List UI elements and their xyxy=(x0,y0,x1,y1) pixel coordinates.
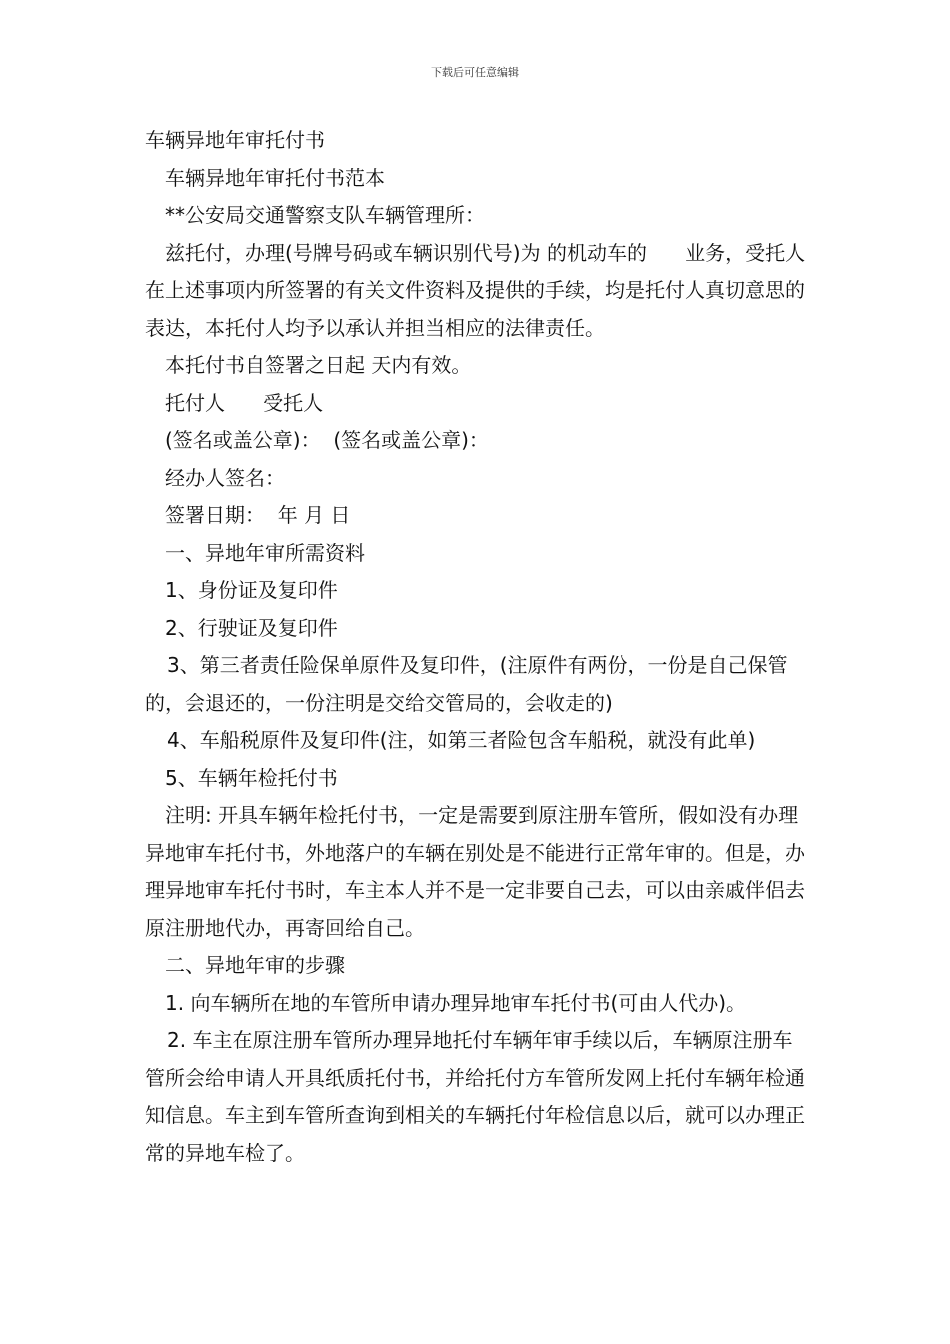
paragraph: 经办人签名： xyxy=(165,465,285,490)
paragraph: **公安局交通警察支队车辆管理所： xyxy=(165,203,485,227)
paragraph: 本托付书自签署之日起 天内有效。 xyxy=(165,353,472,377)
paragraph: 5、车辆年检托付书 xyxy=(165,765,338,790)
document-body xyxy=(145,122,810,1172)
page-header: 下载后可任意编辑 xyxy=(431,66,519,79)
document-title: 车辆异地年审托付书 xyxy=(145,128,325,152)
paragraph: 兹托付，办理(号牌号码或车辆识别代号)为 的机动车的 业务，受托人在上述事项内所签署的有关文件资料及提供的手续，均是托付人真切意思的表达，本托付人均予以承认并担当相应的法律责任。 xyxy=(145,240,806,340)
paragraph: 签署日期： 年 月 日 xyxy=(165,503,351,527)
paragraph: 2、行驶证及复印件 xyxy=(165,615,338,640)
paragraph: 3、第三者责任险保单原件及复印件，(注原件有两份，一份是自己保管的，会退还的，一份注明是交给交管局的，会收走的) xyxy=(145,653,788,715)
paragraph: 车辆异地年审托付书范本 xyxy=(165,165,385,190)
paragraph: 1. 向车辆所在地的车管所申请办理异地审车托付书(可由人代办)。 xyxy=(165,990,747,1015)
paragraph: 2. 车主在原注册车管所办理异地托付车辆年审手续以后，车辆原注册车管所会给申请人开具纸质托付书，并给托付方车管所发网上托付车辆年检通知信息。车主到车管所查询到相关的车辆托付年检信息以后，就可以办理正常的异地车检了。 xyxy=(145,1028,805,1165)
paragraph: 注明: 开具车辆年检托付书，一定是需要到原注册车管所，假如没有办理异地审车托付书，外地落户的车辆在别处是不能进行正常年审的。但是，办理异地审车托付书时，车主本人并不是一定非要自己去，可以由亲戚伴侣去原注册地代办，再寄回给自己。 xyxy=(145,803,805,940)
paragraph: 1、身份证及复印件 xyxy=(165,578,338,602)
paragraph: (签名或盖公章)： (签名或盖公章)： xyxy=(165,428,489,452)
paragraph: 二、异地年审的步骤 xyxy=(165,953,345,977)
paragraph: 一、异地年审所需资料 xyxy=(165,540,365,565)
paragraph: 4、车船税原件及复印件(注，如第三者险包含车船税，就没有此单) xyxy=(167,728,756,752)
paragraph: 托付人 受托人 xyxy=(165,390,324,415)
